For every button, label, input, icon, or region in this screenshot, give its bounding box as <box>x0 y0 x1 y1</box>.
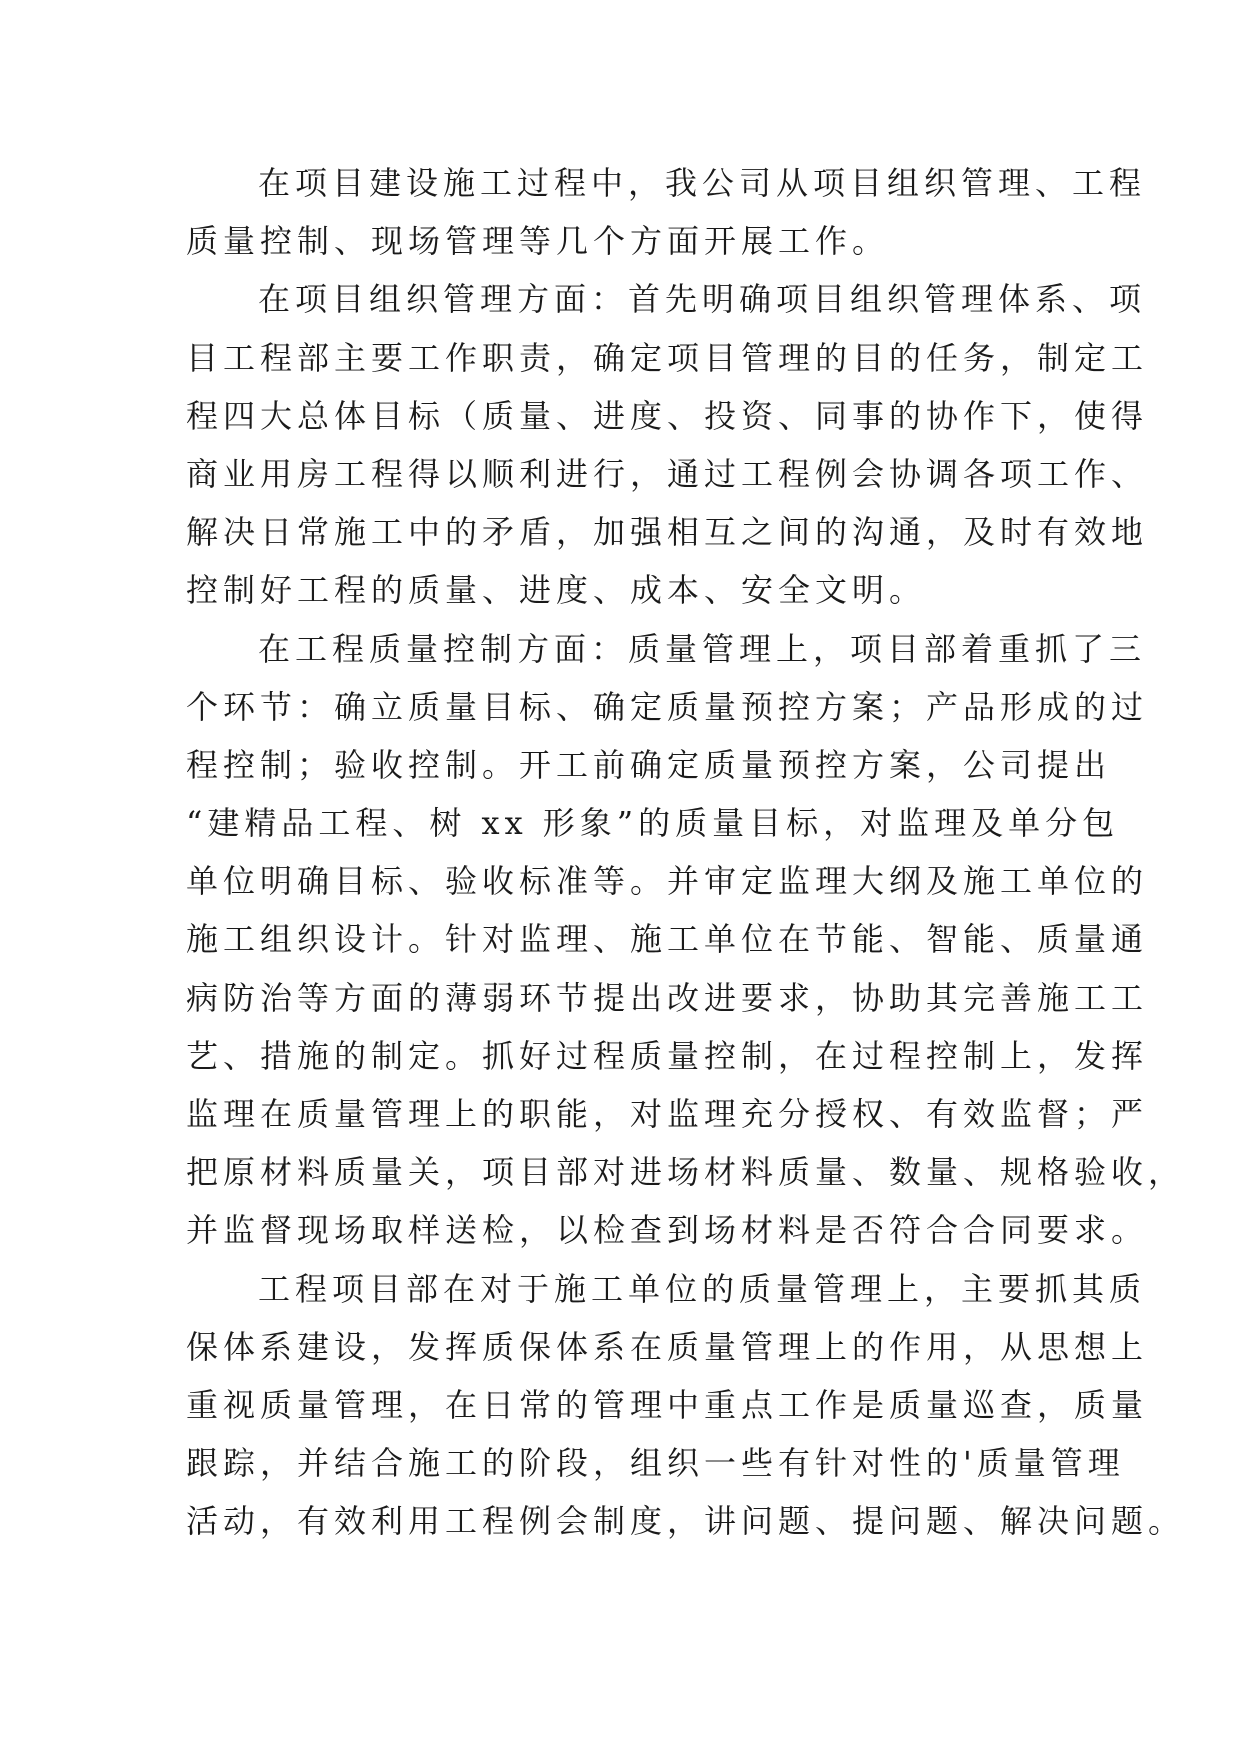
text-line: 在工程质量控制方面：质量管理上，项目部着重抓了三 <box>258 629 1147 668</box>
text-line: 在项目建设施工过程中，我公司从项目组织管理、工程 <box>258 164 1147 202</box>
text-line: 把原材料质量关，项目部对进场材料质量、数量、规格验收， <box>186 1153 1186 1192</box>
text-line: 解决日常施工中的矛盾，加强相互之间的沟通，及时有效地 <box>186 513 1149 552</box>
paragraph <box>186 270 1149 619</box>
text-line: 程控制；验收控制。开工前确定质量预控方案，公司提出 <box>186 745 1112 784</box>
text-line: 个环节：确立质量目标、确定质量预控方案；产品形成的过 <box>186 687 1149 726</box>
text-line: 控制好工程的质量、进度、成本、安全文明。 <box>186 571 927 610</box>
text-line: 单位明确目标、验收标准等。并审定监理大纲及施工单位的 <box>186 862 1149 901</box>
text-line: 质量控制、现场管理等几个方面开展工作。 <box>186 222 890 261</box>
text-line: 监理在质量管理上的职能，对监理充分授权、有效监督；严 <box>186 1095 1149 1133</box>
document-body <box>186 154 1186 1551</box>
text-line: 艺、措施的制定。抓好过程质量控制，在过程控制上，发挥 <box>186 1036 1149 1075</box>
text-line: 保体系建设，发挥质保体系在质量管理上的作用，从思想上 <box>186 1327 1149 1366</box>
text-line: “建精品工程、树 xx 形象”的质量目标，对监理及单分包 <box>186 804 1120 843</box>
text-line: 商业用房工程得以顺利进行，通过工程例会协调各项工作、 <box>186 454 1149 493</box>
paragraph <box>186 1260 1186 1551</box>
text-line: 并监督现场取样送检，以检查到场材料是否符合合同要求。 <box>186 1211 1149 1250</box>
paragraph <box>186 154 1147 270</box>
text-line: 在项目组织管理方面：首先明确项目组织管理体系、项 <box>258 280 1147 319</box>
text-line: 施工组织设计。针对监理、施工单位在节能、智能、质量通 <box>186 920 1149 959</box>
text-line: 重视质量管理，在日常的管理中重点工作是质量巡查，质量 <box>186 1385 1149 1424</box>
text-line: 病防治等方面的薄弱环节提出改进要求，协助其完善施工工 <box>186 978 1149 1017</box>
text-line: 活动，有效利用工程例会制度，讲问题、提问题、解决问题。 <box>186 1502 1186 1541</box>
text-line: 跟踪，并结合施工的阶段，组织一些有针对性的'质量管理 <box>186 1444 1125 1483</box>
text-line: 工程项目部在对于施工单位的质量管理上，主要抓其质 <box>258 1269 1147 1308</box>
text-line: 程四大总体目标（质量、进度、投资、同事的协作下，使得 <box>186 396 1149 435</box>
text-line: 目工程部主要工作职责，确定项目管理的目的任务，制定工 <box>186 338 1149 377</box>
paragraph <box>186 620 1186 1260</box>
